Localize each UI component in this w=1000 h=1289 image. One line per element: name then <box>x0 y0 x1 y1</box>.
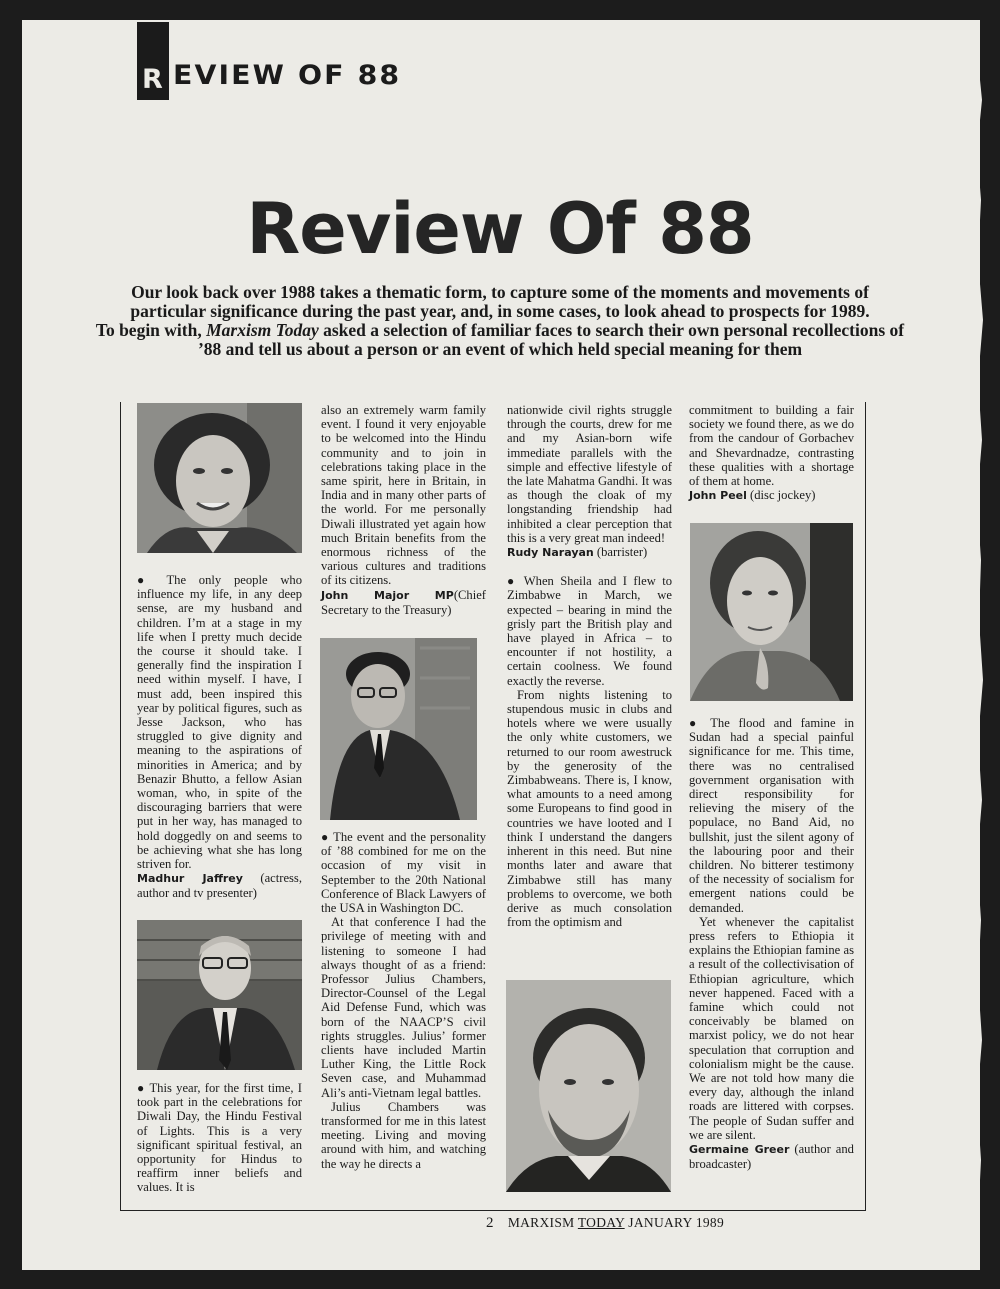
byline-role: (disc jockey) <box>746 488 816 503</box>
bullet-icon: ● <box>137 1081 146 1095</box>
intro-part2-post: asked a selection of familiar faces to search their own personal recollections of ’88 and tell us about a person or an event of which held special meaning for them <box>197 320 905 359</box>
byline-name: Germaine Greer <box>689 1143 790 1157</box>
column-1-continued <box>137 1081 302 1195</box>
col2-p3: At that conference I had the privilege of meeting with and listening to someone I had always thought of as a friend: Professor Julius Chambers, Director-Counsel of the Legal Aid Defense Fund, which was born of the NAACP’S civil rights struggles. Julius’ former clients have included Martin Luther King, the Little Rock Seven case, and Muhammad Ali’s anti-Vietnam legal battles. <box>321 915 486 1100</box>
magazine-name: MARXISM <box>507 1215 578 1230</box>
photo-germaine-greer <box>690 523 853 701</box>
photo-madhur-jaffrey <box>137 403 302 553</box>
bullet-icon: ● <box>689 716 702 730</box>
column-1 <box>137 573 302 901</box>
col4-p1: commitment to building a fair society we found there, as we do from the candour of Gorbachev and Shevardnadze, contrasting these qualities with a shortage of them at home. <box>689 403 854 489</box>
magazine-name-underlined: TODAY <box>577 1215 625 1230</box>
photo-john-peel <box>506 980 671 1192</box>
issue-date: JANUARY 1989 <box>624 1215 725 1230</box>
intro-magazine-name: Marxism Today <box>206 320 319 340</box>
photo-john-major <box>137 920 302 1070</box>
page-number: 2 <box>486 1215 494 1231</box>
col2-p1: also an extremely warm family event. I found it very enjoyable to be welcomed into the Hindu community and to join in celebrations taking place in the same spirit, here in Britain, in India and in many other parts of the world. For me personally Diwali illustrated yet again how much Britain benefits from the enormous richness of the various cultures and traditions of its citizens. <box>321 403 486 588</box>
byline-role: (Chief Secretary to the Treasury) <box>321 587 486 617</box>
intro-paragraph <box>92 283 908 359</box>
col3-p1: nationwide civil rights struggle through the courts, drew for me and my Asian-born wife immediate parallels with the simple and effective lifestyle of the late Mahatma Gandhi. It was as though the cloak of my longstanding friendship had inhibited a clear perception that this is a very great man indeed! <box>507 403 672 545</box>
column-4 <box>689 403 854 503</box>
page-footer <box>486 1215 724 1232</box>
column-4-continued <box>689 716 854 1172</box>
byline-name: Rudy Narayan <box>507 546 594 560</box>
bullet-icon: ● <box>507 574 518 589</box>
col2-p4: Julius Chambers was transformed for me in this latest meeting. Living and moving around with him, and watching the way he directs a <box>321 1099 486 1171</box>
col1-p1: The only people who influence my life, in any deep sense, are my husband and children. I’m at a stage in my life when I pretty much decide the course it should take. I generally find the inspiration I need within myself. I have, I must add, been inspired this year by political figures, such as Jesse Jackson, who has struggled to give dignity and meaning to the aspirations of minorities in America; and by Benazir Bhutto, a fellow Asian woman, who, in spite of the discouraging barriers that were put in her way, has managed to hold doggedly on and seems to be achieving what she has long striven for. <box>137 573 303 872</box>
col4-p3: Yet whenever the capitalist press refers to Ethiopia it explains the Ethiopian famine as a result of the collectivisation of Ethiopian agriculture, which never happened. Faced with a famine which could not conceivably be blamed on marxist policy, we do not hear speculation that corruption and colonialism might be the cause. We are not told how many die every day, although the inland roads are littered with corpses. The people of Sudan suffer and we are silent. <box>689 914 854 1142</box>
byline-role: (author and broadcaster) <box>689 1142 854 1172</box>
byline-role: (barrister) <box>593 545 648 560</box>
column-2-continued <box>321 830 486 1171</box>
intro-part1: Our look back over 1988 takes a thematic form, to capture some of the moments and movements of particular significance during the past year, and, in some cases, to look ahead to prospects for 1989. <box>130 282 870 321</box>
col4-p2: The flood and famine in Sudan had a special painful significance for me. This time, there was no centralised government organisation with direct responsibility for relieving the misery of the populace, no Band Aid, no bullshit, just the silent agony of the labouring poor and their children. No bitterer testimony of the necessity of socialism for emergent nations could be demanded. <box>689 716 855 915</box>
column-3 <box>507 403 672 929</box>
section-tab <box>137 22 169 100</box>
bullet-icon: ● <box>321 830 330 844</box>
column-2 <box>321 403 486 617</box>
page-title: Review Of 88 <box>246 188 754 270</box>
photo-rudy-narayan <box>320 638 477 820</box>
section-initial: R <box>142 64 164 95</box>
col2-p2: The event and the personality of ’88 combined for me on the occasion of my visit in September to the 20th National Conference of Black Lawyers of the USA in Washington DC. <box>321 830 487 916</box>
col3-p3: From nights listening to stupendous music in clubs and hotels where we were usually the only white customers, we returned to our room awestruck by the generosity of the Zimbabweans. There is, I know, what amounts to a need among some Europeans to find good in countries we have looted and I think I understand the dangers inherent in this need. But nine months later and aware that Zimbabwe still has many problems to overcome, we both derive as much consolation from the optimism and <box>507 687 672 930</box>
col3-p2: When Sheila and I flew to Zimbabwe in March, we expected – bearing in mind the grisly part the British play and have played in Africa – to encounter if not hostility, a certain coolness. We found exactly the reverse. <box>507 574 673 688</box>
section-header: EVIEW OF 88 <box>173 60 402 91</box>
bullet-icon: ● <box>137 573 154 587</box>
byline-name: John Major MP <box>321 588 454 602</box>
byline-name: John Peel <box>689 489 747 503</box>
byline-role: (actress, author and tv presenter) <box>137 871 302 901</box>
intro-part2-pre: To begin with, <box>95 320 207 340</box>
byline-name: Madhur Jaffrey <box>137 872 243 886</box>
col1-p2: This year, for the first time, I took part in the celebrations for Diwali Day, the Hindu Festival of Lights. This is a very significant spiritual festival, an opportunity for Hindus to reaffirm inner beliefs and values. It is <box>137 1081 303 1195</box>
